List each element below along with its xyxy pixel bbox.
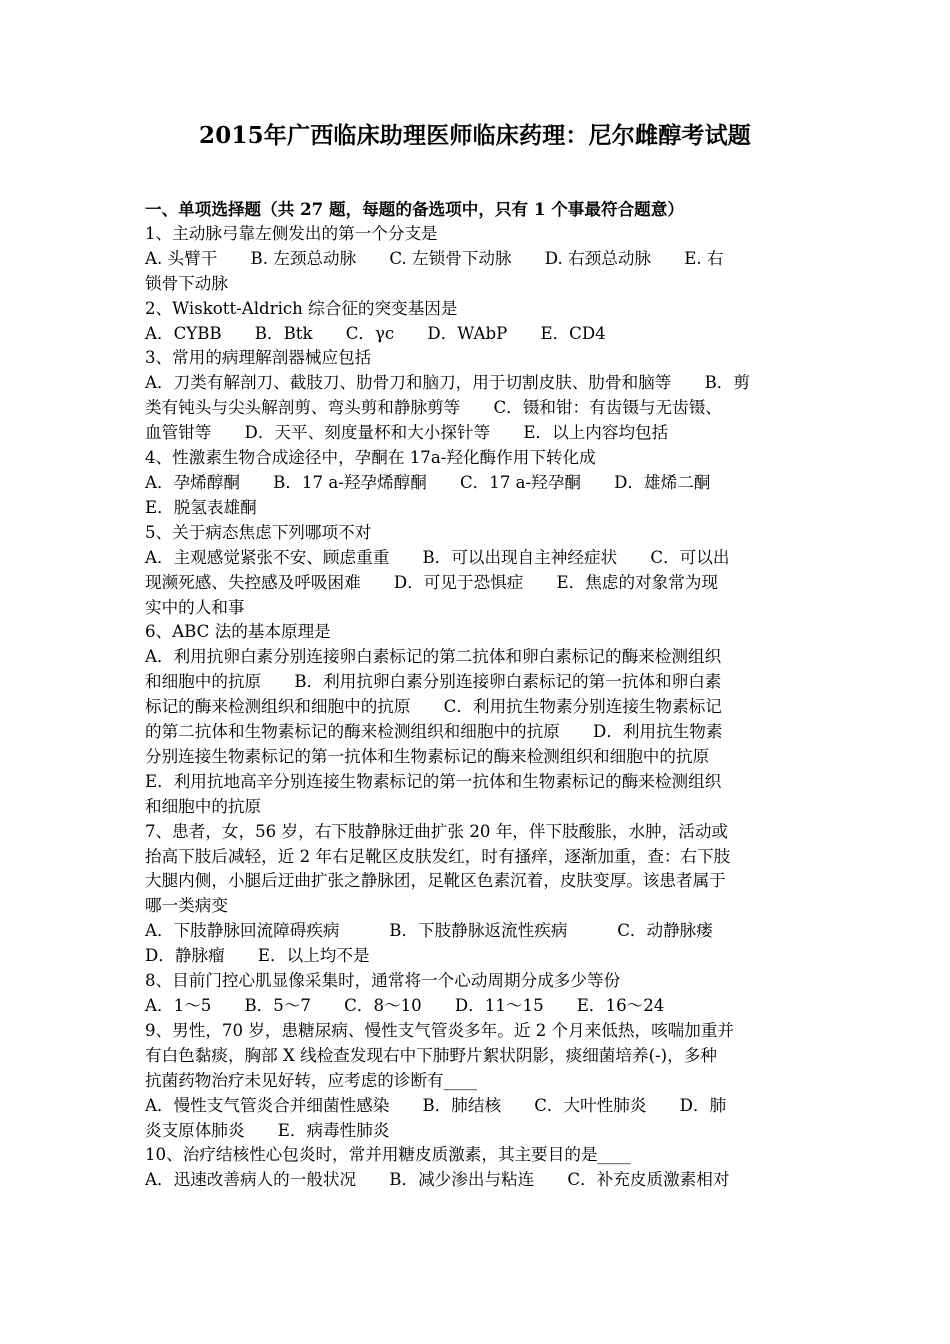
question-stem: 2、Wiskott-Aldrich 综合征的突变基因是 [145,298,458,318]
question-options: A．下肢静脉回流障碍疾病 B．下肢静脉返流性疾病 C．动静脉瘘 [145,921,713,941]
question-options: A．主观感觉紧张不安、顾虑重重 B．可以出现自主神经症状 C．可以出 [145,547,730,567]
question-stem: 1、主动脉弓靠左侧发出的第一个分支是 [145,223,438,243]
question-options: A．慢性支气管炎合并细菌性感染 B．肺结核 C．大叶性肺炎 D．肺 [145,1095,727,1115]
question-stem: 7、患者，女，56 岁，右下肢静脉迂曲扩张 20 年，伴下肢酸胀，水肿，活动或 [145,821,729,841]
question-stem: 10、治疗结核性心包炎时，常并用糖皮质激素，其主要目的是____ [145,1145,631,1165]
question-7 [145,820,810,969]
question-stem: 6、ABC 法的基本原理是 [145,622,331,642]
question-options: 抬高下肢后减轻，近 2 年右足靴区皮肤发红，时有搔痒，逐渐加重，查：右下肢 [145,846,731,866]
question-stem: 4、性激素生物合成途径中，孕酮在 17a-羟化酶作用下转化成 [145,448,596,468]
section-heading: 一、单项选择题（共 27 题，每题的备选项中，只有 1 个事最符合题意） [145,199,684,219]
question-stem: 3、常用的病理解剖器械应包括 [145,348,372,368]
question-5 [145,521,810,621]
question-options: 和细胞中的抗原 [145,796,262,816]
question-6 [145,620,810,819]
question-10 [145,1143,810,1193]
question-options: 大腿内侧，小腿后迂曲扩张之静脉团，足靴区色素沉着，皮肤变厚。该患者属于 [145,871,726,891]
question-options: A．迅速改善病人的一般状况 B．减少渗出与粘连 C．补充皮质激素相对 [145,1170,730,1190]
question-stem: 9、男性，70 岁，患糖尿病、慢性支气管炎多年。近 2 个月来低热，咳喘加重并 [145,1020,735,1040]
question-options: 血管钳等 D．天平、刻度量杯和大小探针等 E．以上内容均包括 [145,423,669,443]
question-4 [145,446,810,521]
question-options: 分别连接生物素标记的第一抗体和生物素标记的酶来检测组织和细胞中的抗原 [145,746,710,766]
question-options: 标记的酶来检测组织和细胞中的抗原 C．利用抗生物素分别连接生物素标记 [145,697,722,717]
question-1 [145,222,810,297]
question-options: 抗菌药物治疗未见好转，应考虑的诊断有____ [145,1070,477,1090]
question-options: 锁骨下动脉 [145,273,228,293]
question-stem: 8、目前门控心肌显像采集时，通常将一个心动周期分成多少等份 [145,971,621,991]
question-options: 现濒死感、失控感及呼吸困难 D．可见于恐惧症 E．焦虑的对象常为现 [145,572,719,592]
question-options: D．静脉瘤 E．以上均不是 [145,946,370,966]
document-title: 2015年广西临床助理医师临床药理：尼尔雌醇考试题 [198,122,751,149]
question-options: 炎支原体肺炎 E．病毒性肺炎 [145,1120,390,1140]
question-options: 类有钝头与尖头解剖剪、弯头剪和静脉剪等 C．镊和钳：有齿镊与无齿镊、 [145,398,722,418]
question-options: 的第二抗体和生物素标记的酶来检测组织和细胞中的抗原 D．利用抗生物素 [145,722,723,742]
question-options: E．利用抗地高辛分别连接生物素标记的第一抗体和生物素标记的酶来检测组织 [145,771,722,791]
question-9 [145,1019,810,1144]
question-8 [145,969,810,1019]
question-options: A．利用抗卵白素分别连接卵白素标记的第二抗体和卵白素标记的酶来检测组织 [145,647,722,667]
question-options: 实中的人和事 [145,597,245,617]
question-stem: 5、关于病态焦虑下列哪项不对 [145,522,372,542]
question-options: 哪一类病变 [145,896,228,916]
question-options: E．脱氢表雄酮 [145,497,257,517]
question-options: A．1～5 B．5～7 C．8～10 D．11～15 E．16～24 [145,996,665,1015]
question-list [145,197,810,1193]
question-options: A．刀类有解剖刀、截肢刀、肋骨刀和脑刀，用于切割皮肤、肋骨和脑等 B．剪 [145,373,750,393]
question-2 [145,297,810,347]
question-3 [145,346,810,446]
question-options: A．孕烯醇酮 B．17 a-羟孕烯醇酮 C．17 a-羟孕酮 D．雄烯二酮 [145,472,711,492]
question-options: A. 头臂干 B. 左颈总动脉 C. 左锁骨下动脉 D. 右颈总动脉 E. 右 [145,248,724,268]
question-options: 和细胞中的抗原 B．利用抗卵白素分别连接卵白素标记的第一抗体和卵白素 [145,672,722,692]
question-options: A．CYBB B．Btk C．γc D．WAbP E．CD4 [145,323,606,343]
question-options: 有白色黏痰，胸部 X 线检查发现右中下肺野片絮状阴影，痰细菌培养(-)，多种 [145,1045,717,1065]
